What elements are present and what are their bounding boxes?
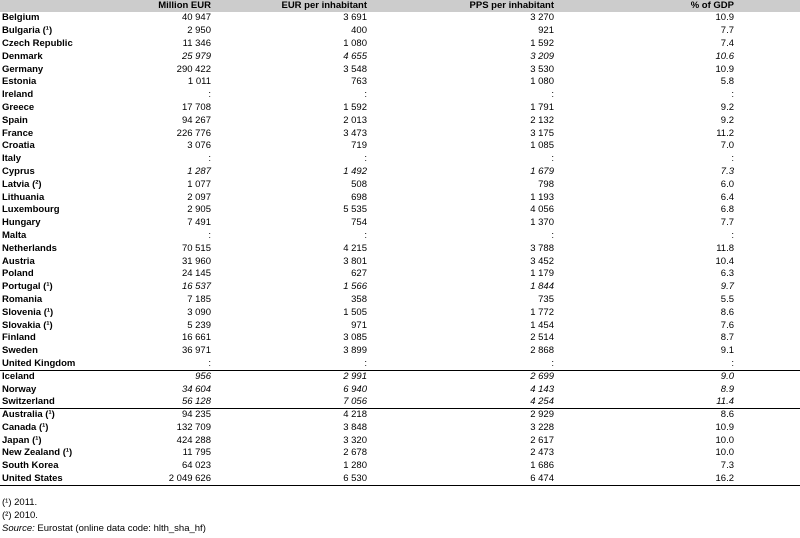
table-row — [0, 345, 800, 358]
row-spacer — [736, 306, 800, 319]
pps-per-inhabitant-cell: 921 — [538, 25, 554, 37]
eur-per-inhabitant-cell: 1 592 — [343, 101, 367, 113]
million-eur-cell: 25 979 — [181, 50, 211, 62]
percent-gdp-cell: : — [731, 153, 734, 165]
row-spacer — [736, 473, 800, 486]
percent-gdp-cell: 5.8 — [720, 76, 734, 88]
pps-per-inhabitant-cell: 1 080 — [530, 76, 554, 88]
pps-per-inhabitant-cell: 3 228 — [530, 421, 554, 433]
eur-per-inhabitant-cell: : — [364, 89, 367, 101]
country-name: Ireland — [2, 89, 34, 101]
eur-per-inhabitant-cell: 2 013 — [343, 114, 367, 126]
percent-gdp-cell: 10.0 — [715, 434, 734, 446]
pps-per-inhabitant-cell: 1 370 — [530, 217, 554, 229]
country-name: Estonia — [2, 76, 37, 88]
country-name: Sweden — [2, 345, 38, 357]
table-body — [0, 12, 800, 485]
eur-per-inhabitant-cell: 5 535 — [343, 204, 367, 216]
percent-gdp-cell: 9.0 — [556, 370, 736, 383]
table-row — [0, 294, 800, 307]
table-row — [0, 178, 800, 191]
pps-per-inhabitant-cell: 1 454 — [530, 319, 554, 331]
eur-per-inhabitant-cell: 2 678 — [343, 447, 367, 459]
million-eur-cell: 1 011 — [187, 76, 211, 88]
pps-per-inhabitant-cell: 3 788 — [530, 242, 554, 254]
row-spacer — [736, 358, 800, 371]
row-spacer — [736, 153, 800, 166]
row-spacer — [736, 166, 800, 179]
row-spacer — [736, 102, 800, 115]
source-line — [2, 522, 206, 535]
pps-per-inhabitant-cell: 4 056 — [530, 204, 554, 216]
table-row — [0, 409, 800, 422]
row-spacer — [736, 25, 800, 38]
eur-per-inhabitant-cell: 2 991 — [213, 370, 369, 383]
table-header — [0, 0, 800, 12]
million-eur-cell: 64 023 — [181, 460, 211, 472]
table-row — [0, 473, 800, 486]
row-spacer — [736, 38, 800, 51]
country-name: Luxembourg — [2, 204, 60, 216]
pps-per-inhabitant-cell: 4 143 — [530, 383, 554, 395]
row-spacer — [736, 345, 800, 358]
row-spacer — [736, 63, 800, 76]
row-spacer — [736, 370, 800, 383]
million-eur-cell: 2 905 — [187, 204, 211, 216]
pps-per-inhabitant-cell: 1 791 — [530, 101, 554, 113]
table-row — [0, 63, 800, 76]
pps-per-inhabitant-cell: 735 — [538, 293, 554, 305]
pps-per-inhabitant-cell: : — [551, 89, 554, 101]
million-eur-cell: 956 — [100, 370, 213, 383]
eur-per-inhabitant-cell: 3 320 — [343, 434, 367, 446]
footnote-2011: (¹) 2011. — [2, 497, 38, 508]
eur-per-inhabitant-cell: 3 801 — [343, 255, 367, 267]
header-pps-per-inhabitant: PPS per inhabitant — [369, 0, 556, 12]
table-row — [0, 89, 800, 102]
pps-per-inhabitant-cell: 3 175 — [530, 127, 554, 139]
eur-per-inhabitant-cell: 1 492 — [343, 165, 367, 177]
country-name: Hungary — [2, 217, 41, 229]
pps-per-inhabitant-cell: 1 085 — [530, 140, 554, 152]
country-name: South Korea — [2, 460, 59, 472]
million-eur-cell: 34 604 — [181, 383, 211, 395]
pps-per-inhabitant-cell: 3 270 — [530, 12, 554, 24]
eur-per-inhabitant-cell: : — [364, 153, 367, 165]
percent-gdp-cell: 10.0 — [715, 447, 734, 459]
pps-per-inhabitant-cell: : — [551, 357, 554, 369]
eur-per-inhabitant-cell: 971 — [351, 319, 367, 331]
table-row — [0, 242, 800, 255]
country-name: Netherlands — [2, 242, 57, 254]
percent-gdp-cell: 10.6 — [715, 50, 734, 62]
million-eur-cell: : — [208, 357, 211, 369]
eur-per-inhabitant-cell: 698 — [351, 191, 367, 203]
eur-per-inhabitant-cell: 627 — [351, 268, 367, 280]
source-text: Eurostat (online data code: hlth_sha_hf) — [34, 523, 206, 534]
million-eur-cell: 1 287 — [187, 165, 211, 177]
table-row — [0, 281, 800, 294]
eur-per-inhabitant-cell: 1 566 — [343, 281, 367, 293]
country-name: Finland — [2, 332, 36, 344]
row-spacer — [736, 281, 800, 294]
header-million-eur: Million EUR — [100, 0, 213, 12]
country-name: Norway — [2, 383, 37, 395]
table-row — [0, 114, 800, 127]
pps-per-inhabitant-cell: 3 452 — [530, 255, 554, 267]
eur-per-inhabitant-cell: 3 691 — [343, 12, 367, 24]
pps-per-inhabitant-cell: 1 679 — [530, 165, 554, 177]
pps-per-inhabitant-cell: 2 617 — [530, 434, 554, 446]
table-row — [0, 153, 800, 166]
table-row — [0, 50, 800, 63]
row-spacer — [736, 383, 800, 396]
million-eur-cell: 7 491 — [187, 217, 211, 229]
country-name: Belgium — [2, 12, 40, 24]
eur-per-inhabitant-cell: 1 080 — [343, 37, 367, 49]
table-row — [0, 370, 800, 383]
million-eur-cell: 5 239 — [187, 319, 211, 331]
row-spacer — [736, 319, 800, 332]
country-name: Croatia — [2, 140, 35, 152]
country-name: Canada (¹) — [2, 421, 49, 433]
eur-per-inhabitant-cell: 4 215 — [343, 242, 367, 254]
table-row — [0, 76, 800, 89]
percent-gdp-cell: : — [731, 89, 734, 101]
row-spacer — [736, 396, 800, 409]
percent-gdp-cell: 7.6 — [720, 319, 734, 331]
pps-per-inhabitant-cell: 798 — [538, 178, 554, 190]
million-eur-cell: 7 185 — [187, 293, 211, 305]
percent-gdp-cell: 8.6 — [720, 306, 734, 318]
million-eur-cell: 2 950 — [187, 25, 211, 37]
row-spacer — [736, 127, 800, 140]
row-spacer — [736, 178, 800, 191]
pps-per-inhabitant-cell: 2 132 — [530, 114, 554, 126]
country-name: Austria — [2, 255, 35, 267]
row-spacer — [736, 204, 800, 217]
eur-per-inhabitant-cell: 3 548 — [343, 63, 367, 75]
eur-per-inhabitant-cell: : — [364, 357, 367, 369]
country-name: Spain — [2, 114, 28, 126]
million-eur-cell: 290 422 — [176, 63, 211, 75]
million-eur-cell: 16 661 — [181, 332, 211, 344]
million-eur-cell: 17 708 — [181, 101, 211, 113]
million-eur-cell: 3 090 — [187, 306, 211, 318]
country-name: Malta — [2, 229, 27, 241]
million-eur-cell: 36 971 — [181, 345, 211, 357]
percent-gdp-cell: 9.1 — [720, 345, 734, 357]
percent-gdp-cell: 10.9 — [715, 12, 734, 24]
pps-per-inhabitant-cell: 2 699 — [369, 370, 556, 383]
eur-per-inhabitant-cell: 3 473 — [343, 127, 367, 139]
table-row — [0, 255, 800, 268]
million-eur-cell: 16 537 — [181, 281, 211, 293]
pps-per-inhabitant-cell: : — [551, 229, 554, 241]
eur-per-inhabitant-cell: 719 — [351, 140, 367, 152]
table-row — [0, 358, 800, 371]
table-row — [0, 447, 800, 460]
million-eur-cell: 94 235 — [100, 409, 213, 422]
country-name: Bulgaria (¹) — [2, 25, 53, 37]
table-row — [0, 204, 800, 217]
eur-per-inhabitant-cell: 6 940 — [343, 383, 367, 395]
row-spacer — [736, 12, 800, 25]
eur-per-inhabitant-cell: 508 — [351, 178, 367, 190]
million-eur-cell: 31 960 — [181, 255, 211, 267]
percent-gdp-cell: 7.7 — [720, 25, 734, 37]
eur-per-inhabitant-cell: 358 — [351, 293, 367, 305]
table-row — [0, 166, 800, 179]
percent-gdp-cell: 5.5 — [720, 293, 734, 305]
table-row — [0, 434, 800, 447]
million-eur-cell: 70 515 — [181, 242, 211, 254]
table-row — [0, 332, 800, 345]
country-name: Lithuania — [2, 191, 45, 203]
million-eur-cell: 2 097 — [187, 191, 211, 203]
eur-per-inhabitant-cell: : — [364, 229, 367, 241]
country-name: Czech Republic — [2, 37, 73, 49]
country-name: Germany — [2, 63, 44, 75]
eur-per-inhabitant-cell: 3 085 — [343, 332, 367, 344]
table-row — [0, 25, 800, 38]
table-row — [0, 422, 800, 435]
percent-gdp-cell: 10.9 — [715, 421, 734, 433]
country-name: Greece — [2, 101, 35, 113]
million-eur-cell: 24 145 — [181, 268, 211, 280]
row-spacer — [736, 294, 800, 307]
percent-gdp-cell: 9.2 — [720, 101, 734, 113]
pps-per-inhabitant-cell: 6 474 — [369, 473, 556, 486]
percent-gdp-cell: : — [731, 357, 734, 369]
percent-gdp-cell: 11.2 — [716, 127, 734, 139]
country-name: Poland — [2, 268, 34, 280]
eur-per-inhabitant-cell: 1 505 — [343, 306, 367, 318]
row-spacer — [736, 217, 800, 230]
percent-gdp-cell: 7.3 — [720, 460, 734, 472]
table-row — [0, 102, 800, 115]
million-eur-cell: 94 267 — [181, 114, 211, 126]
row-spacer — [736, 50, 800, 63]
pps-per-inhabitant-cell: 1 179 — [530, 268, 554, 280]
percent-gdp-cell: 8.7 — [720, 332, 734, 344]
percent-gdp-cell: 10.9 — [715, 63, 734, 75]
percent-gdp-cell: 6.3 — [720, 268, 734, 280]
row-spacer — [736, 434, 800, 447]
country-name: New Zealand (¹) — [2, 447, 73, 459]
eur-per-inhabitant-cell: 763 — [351, 76, 367, 88]
pps-per-inhabitant-cell: 2 868 — [530, 345, 554, 357]
million-eur-cell: 11 795 — [182, 447, 211, 459]
country-name: Italy — [2, 153, 22, 165]
million-eur-cell: 11 346 — [182, 37, 211, 49]
table-row — [0, 460, 800, 473]
percent-gdp-cell: 11.4 — [716, 396, 734, 408]
pps-per-inhabitant-cell: : — [551, 153, 554, 165]
table-row — [0, 396, 800, 409]
table-row — [0, 230, 800, 243]
million-eur-cell: : — [208, 153, 211, 165]
country-name: Slovenia (¹) — [2, 306, 54, 318]
row-spacer — [736, 268, 800, 281]
row-spacer — [736, 460, 800, 473]
pps-per-inhabitant-cell: 3 209 — [530, 50, 554, 62]
country-name: Australia (¹) — [0, 409, 100, 422]
country-name: France — [2, 127, 34, 139]
header-eur-per-inhabitant: EUR per inhabitant — [213, 0, 369, 12]
percent-gdp-cell: 7.0 — [720, 140, 734, 152]
row-spacer — [736, 114, 800, 127]
table-row — [0, 140, 800, 153]
percent-gdp-cell: 9.2 — [720, 114, 734, 126]
table-row — [0, 383, 800, 396]
percent-gdp-cell: 9.7 — [720, 281, 734, 293]
percent-gdp-cell: 16.2 — [556, 473, 736, 486]
eur-per-inhabitant-cell: 7 056 — [343, 396, 367, 408]
million-eur-cell: 2 049 626 — [100, 473, 213, 486]
pps-per-inhabitant-cell: 2 473 — [530, 447, 554, 459]
row-spacer — [736, 242, 800, 255]
table-row — [0, 217, 800, 230]
table-row — [0, 191, 800, 204]
table-row — [0, 306, 800, 319]
table-row — [0, 38, 800, 51]
header-country — [0, 0, 100, 12]
million-eur-cell: 424 288 — [176, 434, 211, 446]
million-eur-cell: 3 076 — [187, 140, 211, 152]
eur-per-inhabitant-cell: 6 530 — [213, 473, 369, 486]
pps-per-inhabitant-cell: 1 193 — [530, 191, 554, 203]
percent-gdp-cell: 8.9 — [720, 383, 734, 395]
percent-gdp-cell: : — [731, 229, 734, 241]
country-name: Romania — [2, 293, 43, 305]
country-name: Latvia (²) — [2, 178, 42, 190]
eur-per-inhabitant-cell: 754 — [351, 217, 367, 229]
pps-per-inhabitant-cell: 1 772 — [530, 306, 554, 318]
eur-per-inhabitant-cell: 3 899 — [343, 345, 367, 357]
million-eur-cell: 132 709 — [176, 421, 211, 433]
percent-gdp-cell: 7.4 — [720, 37, 734, 49]
table-row — [0, 12, 800, 25]
million-eur-cell: 40 947 — [181, 12, 211, 24]
country-name: Switzerland — [2, 396, 55, 408]
row-spacer — [736, 191, 800, 204]
row-spacer — [736, 447, 800, 460]
country-name: United Kingdom — [2, 357, 76, 369]
eur-per-inhabitant-cell: 4 655 — [343, 50, 367, 62]
country-name: United States — [0, 473, 100, 486]
million-eur-cell: : — [208, 229, 211, 241]
percent-gdp-cell: 7.7 — [720, 217, 734, 229]
footnote-2010: (²) 2010. — [2, 510, 38, 521]
country-name: Portugal (¹) — [2, 281, 53, 293]
eur-per-inhabitant-cell: 1 280 — [343, 460, 367, 472]
percent-gdp-cell: 8.6 — [556, 409, 736, 422]
percent-gdp-cell: 10.4 — [715, 255, 734, 267]
pps-per-inhabitant-cell: 1 844 — [530, 281, 554, 293]
eur-per-inhabitant-cell: 3 848 — [343, 421, 367, 433]
pps-per-inhabitant-cell: 1 592 — [530, 37, 554, 49]
row-spacer — [736, 230, 800, 243]
pps-per-inhabitant-cell: 4 254 — [530, 396, 554, 408]
million-eur-cell: 1 077 — [187, 178, 211, 190]
eur-per-inhabitant-cell: 4 218 — [213, 409, 369, 422]
table-row — [0, 127, 800, 140]
country-name: Japan (¹) — [2, 434, 42, 446]
pps-per-inhabitant-cell: 2 929 — [369, 409, 556, 422]
pps-per-inhabitant-cell: 2 514 — [530, 332, 554, 344]
percent-gdp-cell: 6.4 — [720, 191, 734, 203]
row-spacer — [736, 89, 800, 102]
pps-per-inhabitant-cell: 1 686 — [530, 460, 554, 472]
million-eur-cell: 226 776 — [176, 127, 211, 139]
header-percent-gdp: % of GDP — [556, 0, 736, 12]
row-spacer — [736, 409, 800, 422]
percent-gdp-cell: 7.3 — [720, 165, 734, 177]
pps-per-inhabitant-cell: 3 530 — [530, 63, 554, 75]
footnotes — [2, 496, 206, 535]
million-eur-cell: : — [208, 89, 211, 101]
percent-gdp-cell: 6.8 — [720, 204, 734, 216]
row-spacer — [736, 76, 800, 89]
source-label: Source: — [2, 523, 35, 534]
header-spacer — [736, 0, 800, 12]
percent-gdp-cell: 11.8 — [716, 242, 734, 254]
row-spacer — [736, 140, 800, 153]
row-spacer — [736, 332, 800, 345]
table-row — [0, 268, 800, 281]
country-name: Slovakia (¹) — [2, 319, 53, 331]
country-name: Denmark — [2, 50, 43, 62]
country-name: Iceland — [0, 370, 100, 383]
country-name: Cyprus — [2, 165, 35, 177]
table-row — [0, 319, 800, 332]
row-spacer — [736, 255, 800, 268]
million-eur-cell: 56 128 — [181, 396, 211, 408]
row-spacer — [736, 422, 800, 435]
percent-gdp-cell: 6.0 — [720, 178, 734, 190]
eur-per-inhabitant-cell: 400 — [351, 25, 367, 37]
